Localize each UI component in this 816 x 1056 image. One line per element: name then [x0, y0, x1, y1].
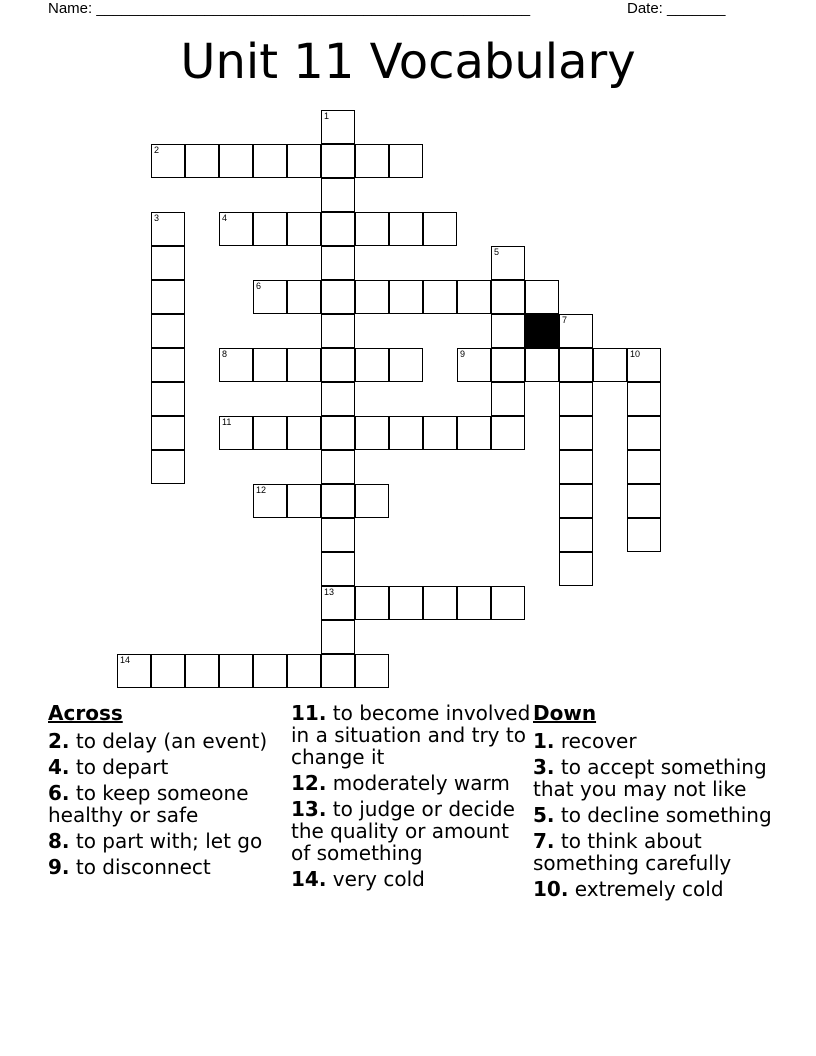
crossword-cell[interactable] [151, 314, 185, 348]
crossword-cell[interactable] [355, 280, 389, 314]
clue-number: 8. [48, 829, 70, 853]
cell-number: 3 [154, 213, 160, 223]
clue-text: to disconnect [75, 855, 211, 879]
crossword-cell[interactable] [457, 280, 491, 314]
crossword-cell[interactable] [287, 484, 321, 518]
crossword-cell[interactable] [355, 416, 389, 450]
clue-text: to keep someone healthy or safe [48, 781, 249, 827]
cell-number: 12 [256, 485, 267, 495]
clue-item [291, 798, 531, 864]
crossword-cell[interactable] [253, 484, 287, 518]
crossword-cell[interactable] [355, 654, 389, 688]
clue-item [533, 756, 773, 800]
crossword-cell[interactable] [559, 484, 593, 518]
crossword-cell[interactable] [423, 586, 457, 620]
date-field-label[interactable]: Date: _______ [627, 0, 726, 17]
crossword-cell[interactable] [627, 416, 661, 450]
clue-text: to part with; let go [75, 829, 263, 853]
crossword-cell[interactable] [559, 416, 593, 450]
clue-text: extremely cold [574, 877, 724, 901]
cell-number: 4 [222, 213, 228, 223]
crossword-cell[interactable] [355, 484, 389, 518]
crossword-cell[interactable] [219, 348, 253, 382]
clue-number: 13. [291, 797, 327, 821]
crossword-cell[interactable] [627, 450, 661, 484]
clue-number: 5. [533, 803, 555, 827]
crossword-cell[interactable] [627, 382, 661, 416]
clue-item [48, 856, 283, 878]
cell-number: 5 [494, 247, 500, 257]
crossword-cell[interactable] [185, 654, 219, 688]
crossword-cell[interactable] [559, 382, 593, 416]
crossword-cell[interactable] [321, 620, 355, 654]
crossword-cell[interactable] [321, 246, 355, 280]
cell-number: 2 [154, 145, 160, 155]
crossword-cell[interactable] [627, 348, 661, 382]
crossword-cell[interactable] [593, 348, 627, 382]
crossword-cell[interactable] [321, 144, 355, 178]
crossword-cell[interactable] [423, 416, 457, 450]
cell-number: 13 [324, 587, 335, 597]
clues-heading: Across [48, 701, 123, 725]
crossword-cell[interactable] [559, 348, 593, 382]
crossword-cell[interactable] [423, 280, 457, 314]
crossword-cell[interactable] [491, 280, 525, 314]
cell-number: 10 [630, 349, 641, 359]
clue-number: 14. [291, 867, 327, 891]
clue-item [48, 756, 283, 778]
clue-item [533, 804, 773, 826]
crossword-cell[interactable] [253, 348, 287, 382]
clue-text: to accept something that you may not like [533, 755, 767, 801]
crossword-cell[interactable] [321, 110, 355, 144]
crossword-cell[interactable] [389, 144, 423, 178]
clue-text: to become involved in a situation and try to change it [291, 701, 531, 769]
crossword-cell[interactable] [287, 348, 321, 382]
crossword-cell[interactable] [491, 348, 525, 382]
crossword-cell[interactable] [287, 144, 321, 178]
crossword-cell[interactable] [219, 416, 253, 450]
clue-number: 6. [48, 781, 70, 805]
clue-item [48, 730, 283, 752]
crossword-cell[interactable] [491, 416, 525, 450]
crossword-cell[interactable] [253, 144, 287, 178]
crossword-cell[interactable] [185, 144, 219, 178]
clue-text: moderately warm [332, 771, 510, 795]
page-title: Unit 11 Vocabulary [180, 34, 636, 90]
clues-column-down [533, 702, 773, 904]
clue-item [291, 772, 531, 794]
crossword-cell[interactable] [389, 416, 423, 450]
crossword-cell[interactable] [457, 348, 491, 382]
crossword-cell[interactable] [355, 212, 389, 246]
clue-item [291, 868, 531, 890]
crossword-cell[interactable] [491, 246, 525, 280]
cell-number: 8 [222, 349, 228, 359]
crossword-cell[interactable] [321, 280, 355, 314]
crossword-cell[interactable] [287, 280, 321, 314]
crossword-cell[interactable] [151, 246, 185, 280]
shaded-cell [525, 314, 559, 348]
clue-text: to decline something [560, 803, 772, 827]
clue-number: 7. [533, 829, 555, 853]
crossword-cell[interactable] [321, 314, 355, 348]
clue-number: 1. [533, 729, 555, 753]
crossword-cell[interactable] [525, 280, 559, 314]
clue-item [48, 782, 283, 826]
crossword-cell[interactable] [321, 212, 355, 246]
clue-number: 9. [48, 855, 70, 879]
crossword-cell[interactable] [355, 348, 389, 382]
cell-number: 7 [562, 315, 568, 325]
crossword-cell[interactable] [287, 654, 321, 688]
crossword-cell[interactable] [219, 212, 253, 246]
crossword-cell[interactable] [389, 212, 423, 246]
clue-text: to think about something carefully [533, 829, 732, 875]
clue-item [291, 702, 531, 768]
crossword-cell[interactable] [321, 178, 355, 212]
crossword-cell[interactable] [321, 450, 355, 484]
clue-item [48, 830, 283, 852]
clue-number: 2. [48, 729, 70, 753]
crossword-cell[interactable] [355, 144, 389, 178]
clue-number: 10. [533, 877, 569, 901]
crossword-cell[interactable] [457, 416, 491, 450]
crossword-cell[interactable] [253, 416, 287, 450]
crossword-cell[interactable] [117, 654, 151, 688]
clue-number: 12. [291, 771, 327, 795]
crossword-cell[interactable] [457, 586, 491, 620]
crossword-cell[interactable] [491, 314, 525, 348]
cell-number: 6 [256, 281, 262, 291]
crossword-cell[interactable] [151, 280, 185, 314]
crossword-cell[interactable] [151, 654, 185, 688]
crossword-cell[interactable] [627, 518, 661, 552]
clue-item [533, 730, 773, 752]
cell-number: 9 [460, 349, 466, 359]
crossword-cell[interactable] [253, 280, 287, 314]
crossword-cell[interactable] [355, 586, 389, 620]
crossword-cell[interactable] [491, 382, 525, 416]
crossword-cell[interactable] [151, 382, 185, 416]
clue-number: 4. [48, 755, 70, 779]
crossword-cell[interactable] [423, 212, 457, 246]
crossword-cell[interactable] [151, 212, 185, 246]
crossword-cell[interactable] [253, 654, 287, 688]
crossword-cell[interactable] [321, 654, 355, 688]
cell-number: 1 [324, 111, 330, 121]
cell-number: 11 [222, 417, 232, 427]
crossword-cell[interactable] [559, 314, 593, 348]
crossword-cell[interactable] [321, 348, 355, 382]
crossword-cell[interactable] [253, 212, 287, 246]
clues-heading: Down [533, 701, 597, 725]
clue-text: very cold [332, 867, 425, 891]
crossword-cell[interactable] [525, 348, 559, 382]
crossword-cell[interactable] [219, 144, 253, 178]
crossword-cell[interactable] [321, 518, 355, 552]
crossword-cell[interactable] [627, 484, 661, 518]
crossword-cell[interactable] [151, 416, 185, 450]
crossword-cell[interactable] [321, 552, 355, 586]
crossword-cell[interactable] [151, 348, 185, 382]
crossword-cell[interactable] [321, 416, 355, 450]
clue-text: to judge or decide the quality or amount of something [291, 797, 515, 865]
clue-text: to delay (an event) [75, 729, 268, 753]
clues-column-across [48, 702, 283, 882]
crossword-cell[interactable] [389, 586, 423, 620]
crossword-cell[interactable] [389, 348, 423, 382]
crossword-cell[interactable] [559, 518, 593, 552]
cell-number: 14 [120, 655, 131, 665]
clue-number: 3. [533, 755, 555, 779]
crossword-cell[interactable] [287, 416, 321, 450]
clue-item [533, 830, 773, 874]
clues-column-across-continued [291, 702, 531, 894]
crossword-cell[interactable] [151, 450, 185, 484]
crossword-cell[interactable] [151, 144, 185, 178]
clue-item [533, 878, 773, 900]
crossword-cell[interactable] [287, 212, 321, 246]
clue-text: to depart [75, 755, 169, 779]
crossword-cell[interactable] [219, 654, 253, 688]
crossword-cell[interactable] [321, 382, 355, 416]
crossword-cell[interactable] [321, 484, 355, 518]
clue-text: recover [560, 729, 637, 753]
crossword-cell[interactable] [559, 552, 593, 586]
crossword-cell[interactable] [389, 280, 423, 314]
name-field-label[interactable]: Name: ____________________________________________________ [48, 0, 531, 17]
clue-number: 11. [291, 701, 327, 725]
crossword-cell[interactable] [321, 586, 355, 620]
crossword-cell[interactable] [491, 586, 525, 620]
crossword-cell[interactable] [559, 450, 593, 484]
